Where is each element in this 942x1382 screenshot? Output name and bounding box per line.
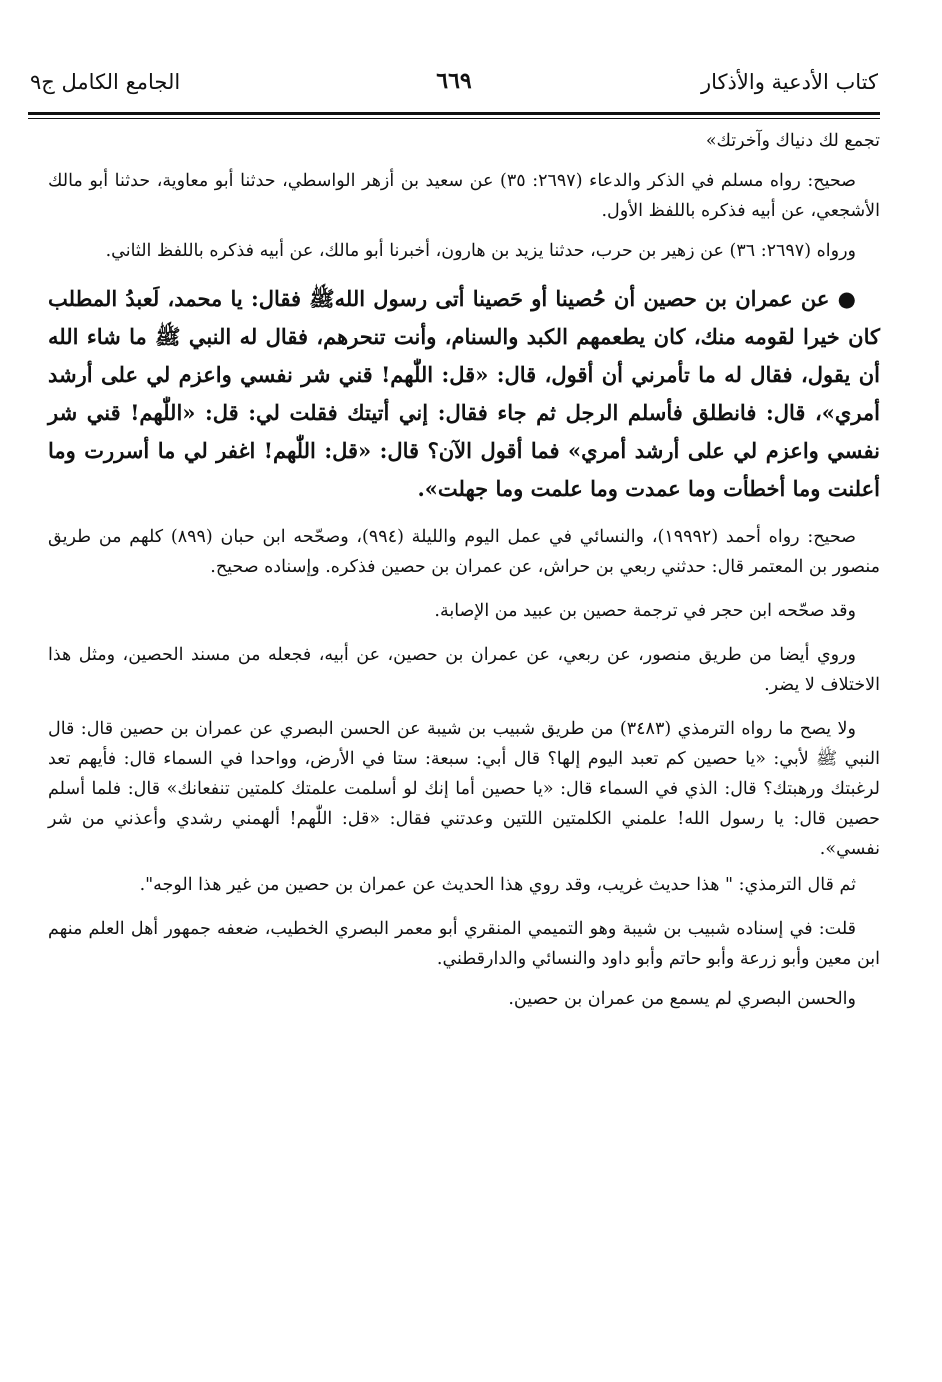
paragraph-note-3: ولا يصح ما رواه الترمذي (٣٤٨٣) من طريق شبيب بن شيبة عن الحسن البصري عن عمران بن حصين قال: قال النبي ﷺ لأبي: «يا حصين كم تعبد اليوم إلها؟ قال أبي: سبعة: ستا في الأرض، وواحدا في السماء قال: فأيهم تعد لرغبتك ورهبتك؟ قال: الذي في السماء قال: «يا حصين أما إنك لو أسلمت علمتك كلمتين تنفعانك» قال: فلما أسلم حصين قال: يا رسول الله! علمني الكلمتين اللتين وعدتني فقال: «قل: اللّٰهم! ألهمني رشدي وأعذني من شر نفسي». bbox=[48, 719, 880, 859]
paragraph-note-6: والحسن البصري لم يسمع من عمران بن حصين. bbox=[508, 989, 856, 1009]
paragraph-hadith: ● عن عمران بن حصين أن حُصينا أو حَصينا أتى رسول اللهﷺ فقال: يا محمد، لَعبدُ المطلب كان خيرا لقومه منك، كان يطعمهم الكبد والسنام، وأنت تنحرهم، فقال له النبي ﷺ ما شاء الله أن يقول، فقال له ما تأمرني أن أقول، قال: «قل: اللّٰهم! قني شر نفسي واعزم لي على أرشد أمري»، قال: فانطلق فأسلم الرجل ثم جاء فقال: إني أتيتك فقلت لي: قل: «اللّٰهم! قني شر نفسي واعزم لي على أرشد أمري» فما أقول الآن؟ قال: «قل: اللّٰهم! اغفر لي ما أسررت وما أعلنت وما أخطأت وما عمدت وما علمت وما جهلت». bbox=[48, 286, 880, 501]
paragraph-note-2: وروي أيضا من طريق منصور، عن ربعي، عن عمران بن حصين، عن أبيه، فجعله من مسند الحصين، ومثل هذا الاختلاف لا يضر. bbox=[48, 645, 880, 695]
paragraph-takhrij-2: ورواه (٢٦٩٧: ٣٦) عن زهير بن حرب، حدثنا يزيد بن هارون، أخبرنا أبو مالك، عن أبيه فذكره باللفظ الثاني. bbox=[105, 241, 856, 261]
page-number: ٦٦٩ bbox=[436, 68, 472, 94]
book-title: الجامع الكامل ج٩ bbox=[30, 70, 181, 94]
paragraph-takhrij-3: صحيح: رواه أحمد (١٩٩٩٢)، والنسائي في عمل اليوم والليلة (٩٩٤)، وصحّحه ابن حبان (٨٩٩) كلهم من طريق منصور بن المعتمر قال: حدثني ربعي بن حراش، عن عمران بن حصين فذكره. وإسناده صحيح. bbox=[48, 527, 880, 577]
paragraph-note-4: ثم قال الترمذي: " هذا حديث غريب، وقد روي هذا الحديث عن عمران بن حصين من غير هذا الوجه". bbox=[139, 875, 856, 895]
paragraph-continuation: تجمع لك دنياك وآخرتك» bbox=[705, 131, 880, 151]
paragraph-note-5: قلت: في إسناده شبيب بن شيبة وهو التميمي المنقري أبو معمر البصري الخطيب، ضعفه جمهور أهل العلم منهم ابن معين وأبو زرعة وأبو حاتم وأبو داود والنسائي والدارقطني. bbox=[48, 919, 880, 969]
header-rule-thin bbox=[28, 118, 880, 119]
paragraph-takhrij-1: صحيح: رواه مسلم في الذكر والدعاء (٢٦٩٧: ٣٥) عن سعيد بن أزهر الواسطي، حدثنا أبو معاوية، حدثنا أبو مالك الأشجعي، عن أبيه فذكره باللفظ الأول. bbox=[48, 171, 880, 221]
paragraph-note-1: وقد صحّحه ابن حجر في ترجمة حصين بن عبيد من الإصابة. bbox=[434, 601, 856, 621]
running-header bbox=[30, 66, 878, 106]
page-body bbox=[48, 126, 880, 1014]
header-rule-thick bbox=[28, 112, 880, 115]
chapter-title: كتاب الأدعية والأذكار bbox=[701, 70, 878, 94]
